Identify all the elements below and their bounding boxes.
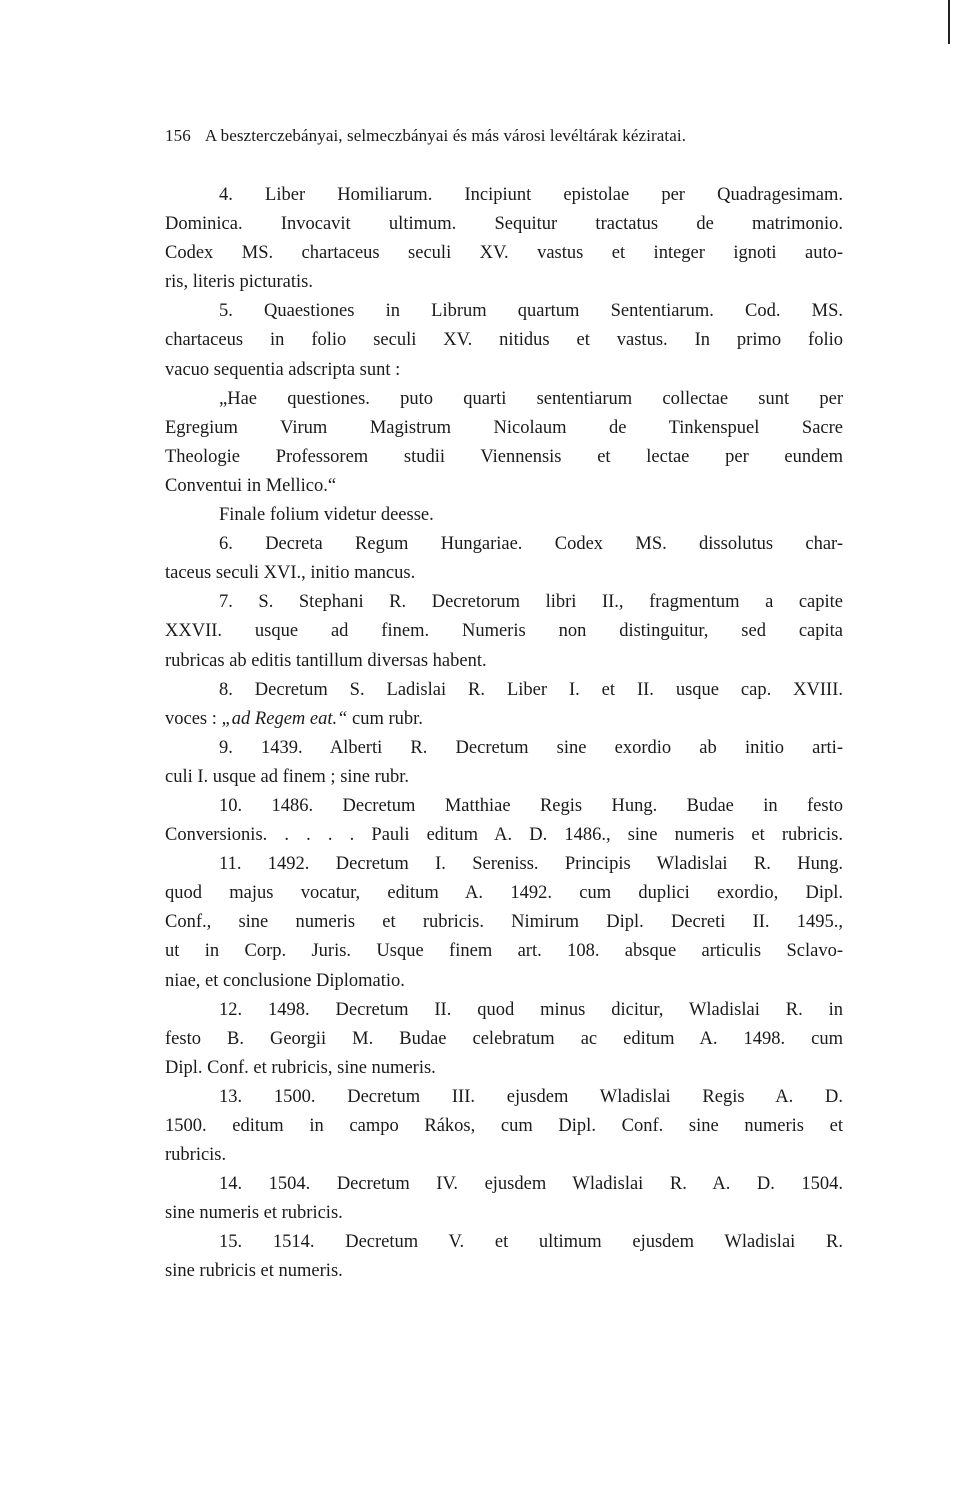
text-line xyxy=(165,676,843,705)
text-line-content: quod majus vocatur, editum A. 1492. cum duplici exordio, Dipl. xyxy=(165,883,843,904)
text-line xyxy=(165,181,843,210)
page-number: 156 xyxy=(165,126,191,145)
text-line-content: Dipl. Conf. et rubricis, sine numeris. xyxy=(165,1057,436,1078)
text-line xyxy=(165,530,843,559)
text-line xyxy=(165,501,843,530)
text-line xyxy=(165,268,843,297)
text-line-content: ris, literis picturatis. xyxy=(165,272,313,293)
text-line xyxy=(165,356,843,385)
text-line-content: Conversionis. . . . . Pauli editum A. D. 1486., sine numeris et rubricis. xyxy=(165,825,843,846)
page-content xyxy=(165,125,843,1287)
text-line-content: XXVII. usque ad finem. Numeris non distinguitur, sed capita xyxy=(165,621,843,642)
text-line xyxy=(165,472,843,501)
text-line-content: voces : xyxy=(165,708,222,729)
text-line-content: vacuo sequentia adscripta sunt : xyxy=(165,359,401,380)
text-line xyxy=(165,297,843,326)
text-line xyxy=(165,443,843,472)
text-line-content: 10. 1486. Decretum Matthiae Regis Hung. Budae in festo xyxy=(219,795,843,816)
text-line-content: taceus seculi XVI., initio mancus. xyxy=(165,563,416,584)
text-line xyxy=(165,705,843,734)
text-line-content: rubricas ab editis tantillum diversas habent. xyxy=(165,650,487,671)
text-line xyxy=(165,734,843,763)
text-line-content: „Hae questiones. puto quarti sententiarum collectae sunt per xyxy=(219,388,843,409)
document-body xyxy=(165,181,843,1287)
text-line-content: 14. 1504. Decretum IV. ejusdem Wladislai R. A. D. 1504. xyxy=(219,1174,843,1195)
text-line xyxy=(165,1083,843,1112)
text-line-content: 12. 1498. Decretum II. quod minus dicitur, Wladislai R. in xyxy=(219,999,843,1020)
text-line-content: Egregium Virum Magistrum Nicolaum de Tinkenspuel Sacre xyxy=(165,417,843,438)
text-line-content: 4. Liber Homiliarum. Incipiunt epistolae per Quadragesimam. xyxy=(219,185,843,205)
text-line-content: Theologie Professorem studii Viennensis et lectae per eundem xyxy=(165,446,843,467)
text-line xyxy=(165,908,843,937)
text-line xyxy=(165,1141,843,1170)
text-line-content: sine numeris et rubricis. xyxy=(165,1203,343,1224)
text-line xyxy=(165,763,843,792)
text-line xyxy=(165,1170,843,1199)
text-line-content: Conf., sine numeris et rubricis. Nimirum Dipl. Decreti II. 1495., xyxy=(165,912,843,933)
text-line xyxy=(165,879,843,908)
text-line-content: culi I. usque ad finem ; sine rubr. xyxy=(165,766,410,787)
text-line-content: niae, et conclusione Diplomatio. xyxy=(165,970,405,991)
text-line xyxy=(165,1199,843,1228)
text-line xyxy=(165,385,843,414)
text-line xyxy=(165,792,843,821)
running-title: A beszterczebányai, selmeczbányai és más városi levéltárak kéziratai. xyxy=(204,126,687,145)
text-line xyxy=(165,1025,843,1054)
text-line xyxy=(165,996,843,1025)
text-line xyxy=(165,1228,843,1257)
text-line-content: 9. 1439. Alberti R. Decretum sine exordio ab initio arti- xyxy=(219,737,843,758)
text-line xyxy=(165,821,843,850)
text-line-content: rubricis. xyxy=(165,1145,227,1166)
text-line xyxy=(165,326,843,355)
text-line-content: Finale folium videtur deesse. xyxy=(219,505,434,526)
text-line-continuation: cum rubr. xyxy=(347,708,423,729)
text-line-content: Dominica. Invocavit ultimum. Sequitur tractatus de matrimonio. xyxy=(165,214,843,235)
text-line xyxy=(165,414,843,443)
text-line xyxy=(165,1112,843,1141)
italic-quote: „ad Regem eat.“ xyxy=(221,708,348,729)
text-line-content: Conventui in Mellico.“ xyxy=(165,475,337,496)
text-line xyxy=(165,647,843,676)
text-line xyxy=(165,588,843,617)
text-line-content: festo B. Georgii M. Budae celebratum ac editum A. 1498. cum xyxy=(165,1028,843,1049)
text-line-content: sine rubricis et numeris. xyxy=(165,1261,343,1282)
text-line-content: 13. 1500. Decretum III. ejusdem Wladislai Regis A. D. xyxy=(219,1086,843,1107)
text-line-content: 15. 1514. Decretum V. et ultimum ejusdem Wladislai R. xyxy=(219,1232,843,1253)
text-line xyxy=(165,967,843,996)
text-line-content: Codex MS. chartaceus seculi XV. vastus et integer ignoti auto- xyxy=(165,243,843,264)
text-line xyxy=(165,239,843,268)
page-edge-line xyxy=(948,0,950,44)
text-line xyxy=(165,1257,843,1286)
text-line-content: 1500. editum in campo Rákos, cum Dipl. Conf. sine numeris et xyxy=(165,1116,843,1136)
text-line-content: 7. S. Stephani R. Decretorum libri II., fragmentum a capite xyxy=(219,592,843,613)
text-line xyxy=(165,559,843,588)
text-line-content: chartaceus in folio seculi XV. nitidus et vastus. In primo folio xyxy=(165,330,843,351)
text-line-content: 6. Decreta Regum Hungariae. Codex MS. dissolutus char- xyxy=(219,534,843,555)
text-line xyxy=(165,850,843,879)
text-line-content: 5. Quaestiones in Librum quartum Sententiarum. Cod. MS. xyxy=(219,301,843,322)
text-line xyxy=(165,1054,843,1083)
text-line-content: 11. 1492. Decretum I. Sereniss. Principis Wladislai R. Hung. xyxy=(219,854,843,875)
text-line-content: ut in Corp. Juris. Usque finem art. 108. absque articulis Sclavo- xyxy=(165,941,843,962)
text-line xyxy=(165,210,843,239)
text-line xyxy=(165,937,843,966)
text-line xyxy=(165,617,843,646)
running-header xyxy=(165,125,843,147)
text-line-content: 8. Decretum S. Ladislai R. Liber I. et II. usque cap. XVIII. xyxy=(219,679,843,700)
